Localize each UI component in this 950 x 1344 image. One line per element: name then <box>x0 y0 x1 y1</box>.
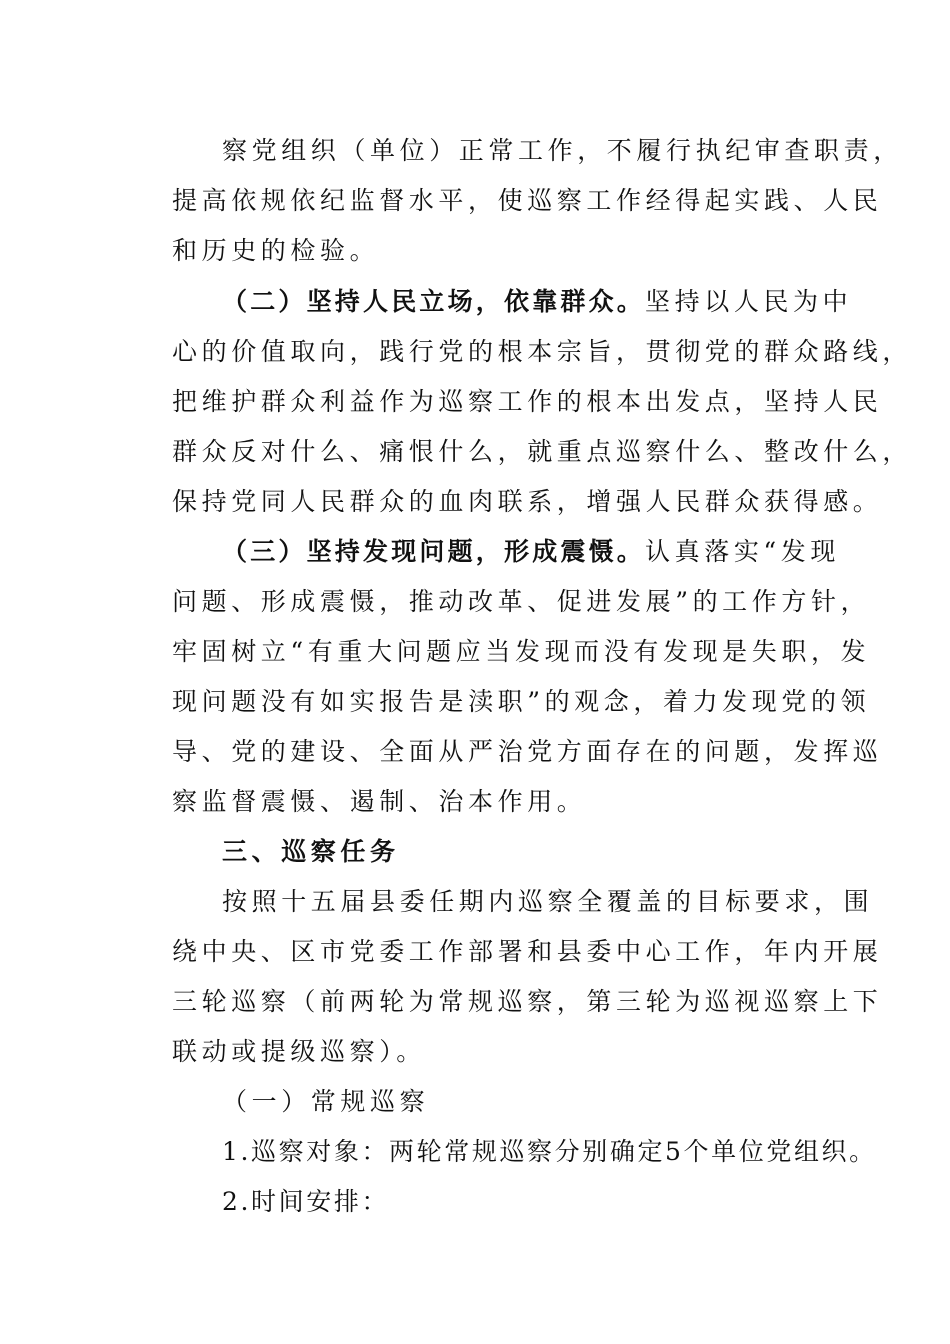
paragraph-line: 联动或提级巡察）。 <box>172 1037 426 1066</box>
paragraph-line <box>222 535 840 569</box>
paragraph-line: 提高依规依纪监督水平，使巡察工作经得起实践、人民 <box>172 186 883 215</box>
paragraph-line <box>222 285 853 319</box>
paragraph-line: 群众反对什么、痛恨什么，就重点巡察什么、整改什么， <box>172 437 913 466</box>
paragraph-line: 按照十五届县委任期内巡察全覆盖的目标要求，围 <box>222 887 874 916</box>
section-heading-2: （二）坚持人民立场，依靠群众。 <box>222 287 646 316</box>
paragraph-text: 坚持以人民为中 <box>645 287 853 316</box>
list-item: 2.时间安排： <box>222 1187 390 1216</box>
section-heading-main: 三、巡察任务 <box>222 837 400 866</box>
paragraph-line: 牢固树立“有重大问题应当发现而没有发现是失职，发 <box>172 637 871 666</box>
paragraph-line: 察监督震慑、遏制、治本作用。 <box>172 787 587 816</box>
paragraph-text: 认真落实“发现 <box>645 537 840 566</box>
paragraph-line: 三轮巡察（前两轮为常规巡察，第三轮为巡视巡察上下 <box>172 987 883 1016</box>
paragraph-line: 导、党的建设、全面从严治党方面存在的问题，发挥巡 <box>172 737 883 766</box>
paragraph-line: 绕中央、区市党委工作部署和县委中心工作，年内开展 <box>172 937 883 966</box>
paragraph-line: 保持党同人民群众的血肉联系，增强人民群众获得感。 <box>172 487 883 516</box>
list-item: 1.巡察对象：两轮常规巡察分别确定5个单位党组织。 <box>222 1137 877 1166</box>
subsection-heading: （一）常规巡察 <box>222 1087 430 1116</box>
paragraph-line: 心的价值取向，践行党的根本宗旨，贯彻党的群众路线， <box>172 337 913 366</box>
paragraph-line: 问题、形成震慑，推动改革、促进发展”的工作方针， <box>172 587 871 616</box>
paragraph-line: 现问题没有如实报告是渎职”的观念，着力发现党的领 <box>172 687 871 716</box>
paragraph-line: 察党组织（单位）正常工作，不履行执纪审查职责， <box>222 136 903 165</box>
section-heading-3: （三）坚持发现问题，形成震慑。 <box>222 537 646 566</box>
paragraph-line: 和历史的检验。 <box>172 236 380 265</box>
paragraph-line: 把维护群众利益作为巡察工作的根本出发点，坚持人民 <box>172 387 883 416</box>
